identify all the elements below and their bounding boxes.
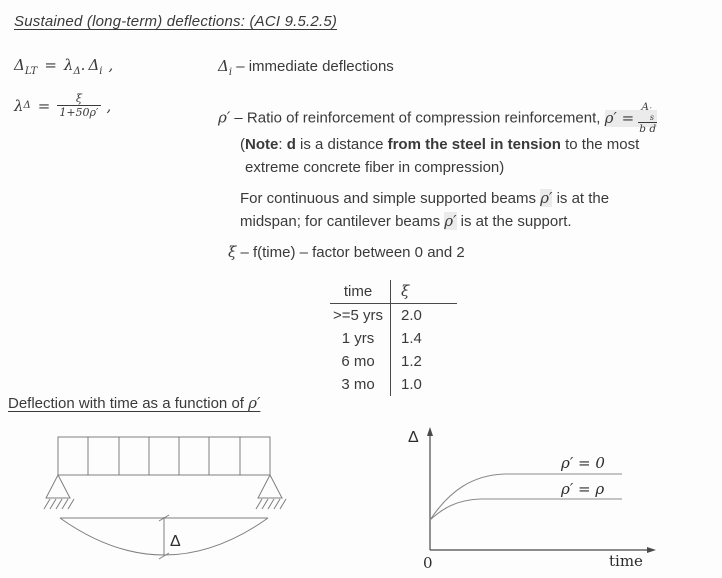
rho-prime-definition: ρ′ – Ratio of reinforcement of compression reinforcement, ρ′ = A ′ s b d <box>218 101 657 135</box>
xi-definition: ξ – f(time) – factor between 0 and 2 <box>228 243 465 261</box>
rho-prime-formula: ρ′ = A ′ s b d <box>604 101 657 135</box>
pin-support-right-icon <box>258 475 282 498</box>
pin-support-left-icon <box>46 475 70 498</box>
x-axis-arrow-icon <box>647 547 656 553</box>
graph-origin-label: 0 <box>423 554 433 572</box>
table-row: 1 yrs 1.4 <box>330 327 457 350</box>
delta-label: Δ <box>170 533 181 550</box>
lambda-delta-symbol: λ <box>63 56 74 74</box>
graph-y-axis-label: Δ <box>408 429 419 446</box>
curve-label-rho-zero: ρ′ = 0 <box>561 454 605 472</box>
table-row: 6 mo 1.2 <box>330 350 457 373</box>
y-axis-arrow-icon <box>427 427 433 436</box>
curve-rho-equal-rho <box>430 499 622 520</box>
beam-diagram <box>40 430 325 578</box>
rho-prime-symbol: ρ′ <box>444 212 457 230</box>
xi-fraction: $\frac{\xi}{1+50\rho'}$ <box>59 92 99 120</box>
ground-hatch-right <box>256 499 286 509</box>
equation-lambda-delta: λ Δ = $\frac{\xi}{1+50\rho'}$ , <box>14 92 112 120</box>
immediate-deflection-definition: $\Delta_i$ – immediate deflections <box>218 57 394 78</box>
note-paragraph <box>240 133 639 179</box>
as-over-bd-fraction: A ′ s b d <box>639 101 657 135</box>
distributed-load-box <box>58 437 270 475</box>
xi-factor-table <box>330 280 457 396</box>
equation-long-term-deflection: $\Delta_{LT} = \lambda_\Delta$. $\Delta_i$ , <box>14 56 114 77</box>
table-header-time: time <box>330 280 390 304</box>
xi-symbol: ξ <box>228 243 237 261</box>
deflection-time-graph <box>395 418 665 576</box>
note-line-1: (Note: d is a distance from the steel in tension to the most <box>240 136 640 153</box>
rho-prime-symbol: ρ′ <box>218 108 231 127</box>
page-title: Sustained (long-term) deflections: (ACI 9.5.2.5) <box>14 13 338 30</box>
delta-i-symbol: Δ <box>218 57 229 75</box>
ground-hatch-left <box>44 499 74 509</box>
curve-label-rho-rho: ρ′ = ρ <box>561 480 605 498</box>
table-header-xi: ξ <box>390 280 457 304</box>
table-row: 3 mo 1.0 <box>330 373 457 396</box>
graph-x-axis-label: time <box>609 552 643 570</box>
lambda-delta-symbol: λ <box>14 96 24 115</box>
note-line-2: extreme concrete fiber in compression) <box>245 159 505 176</box>
section-heading-deflection-with-time: Deflection with time as a function of ρ′ <box>8 394 261 412</box>
table-header-row <box>330 280 457 304</box>
rho-prime-symbol: ρ′ <box>540 189 553 207</box>
table-row: >=5 yrs 2.0 <box>330 304 457 327</box>
rho-prime-symbol: ρ′ <box>248 394 261 412</box>
rho-location-paragraph: For continuous and simple supported beams ρ′ is at the midspan; for cantilever beams ρ′ is at the support. <box>240 189 610 230</box>
delta-lt-symbol: Δ <box>14 56 25 74</box>
